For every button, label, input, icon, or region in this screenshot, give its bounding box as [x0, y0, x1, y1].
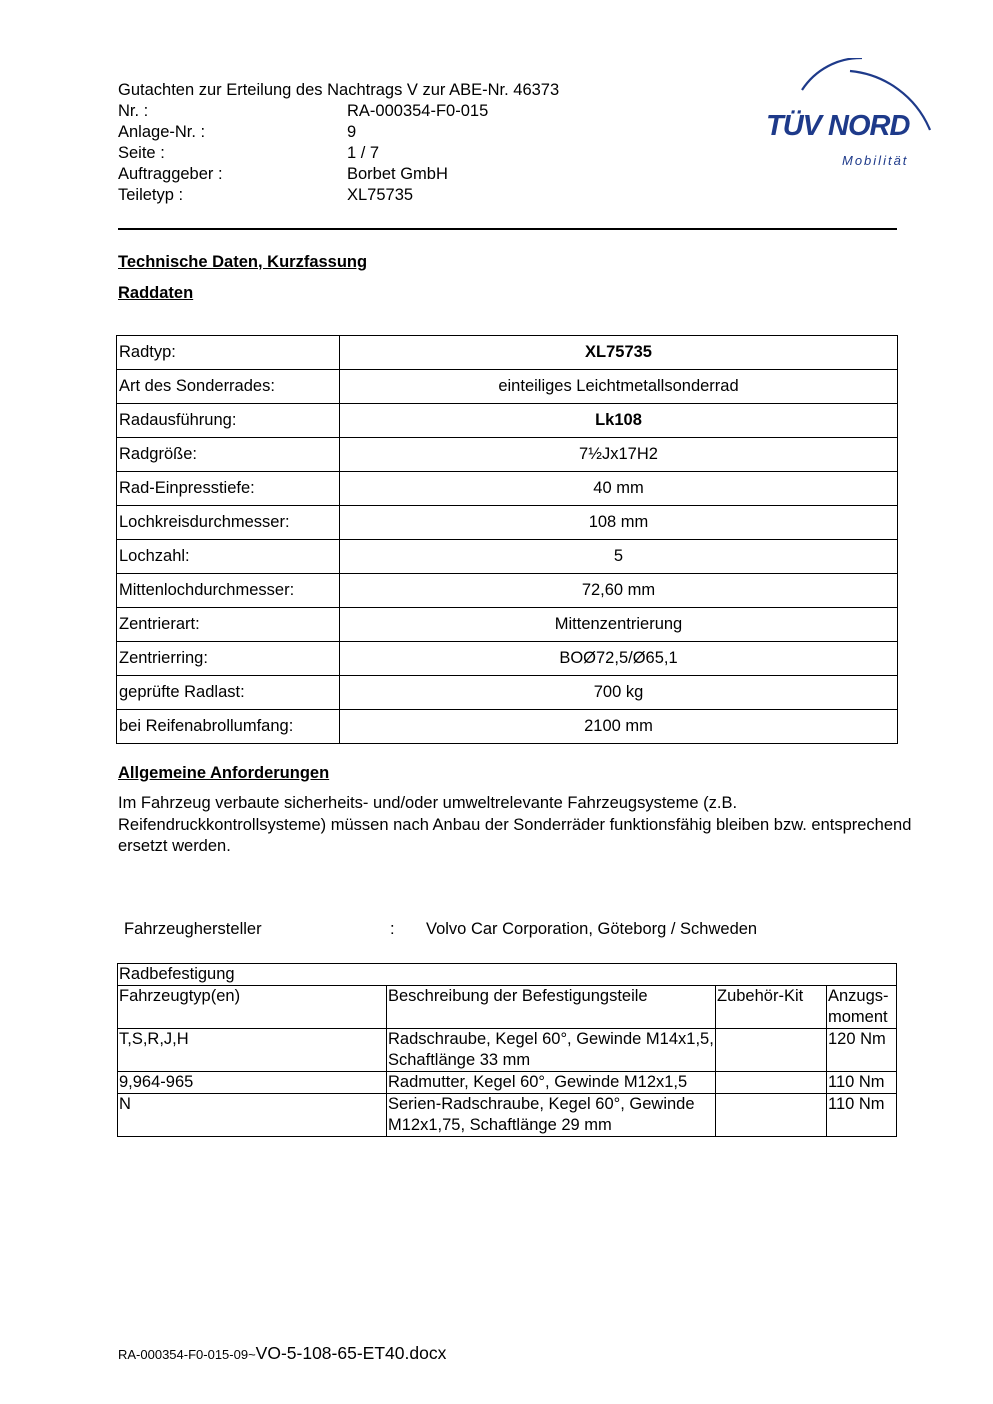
- table-row: [117, 642, 898, 676]
- table-cell: 9,964-965: [118, 1072, 387, 1094]
- table-cell: [716, 1029, 827, 1072]
- allgemein-text: Im Fahrzeug verbaute sicherheits- und/oder umweltrelevante Fahrzeugsysteme (z.B. Reifendruckkontrollsysteme) müssen nach Anbau der Sonderräder funktionsfähig bleiben bzw. entsprechend ersetzt werden.: [118, 794, 912, 855]
- table-cell-label: geprüfte Radlast:: [117, 676, 340, 710]
- table-cell-value: BOØ72,5/Ø65,1: [340, 642, 898, 676]
- table-row: [117, 472, 898, 506]
- table-cell: [716, 1072, 827, 1094]
- table-cell-value: 72,60 mm: [340, 574, 898, 608]
- header-row-anlage: Anlage-Nr. : 9: [118, 123, 357, 141]
- table-cell-value: 108 mm: [340, 506, 898, 540]
- fahrzeughersteller-line: [124, 920, 757, 939]
- table-cell: Serien-Radschraube, Kegel 60°, Gewinde M12x1,75, Schaftlänge 29 mm: [387, 1094, 716, 1137]
- hersteller-value: Volvo Car Corporation, Göteborg / Schweden: [426, 920, 758, 938]
- table-cell-value: Mittenzentrierung: [340, 608, 898, 642]
- table-row: [117, 608, 898, 642]
- table-row: [117, 506, 898, 540]
- table-cell: Radmutter, Kegel 60°, Gewinde M12x1,5: [387, 1072, 716, 1094]
- raddaten-table: [116, 335, 898, 744]
- table-row: [117, 574, 898, 608]
- table-cell-value: Lk108: [340, 404, 898, 438]
- footer-prefix: RA-000354-F0-015-09~: [118, 1347, 256, 1362]
- table-cell-label: bei Reifenabrollumfang:: [117, 710, 340, 744]
- svg-text:TÜV NORD: TÜV NORD: [766, 110, 910, 142]
- header-row-auftraggeber: Auftraggeber : Borbet GmbH: [118, 165, 448, 183]
- table-cell: N: [118, 1094, 387, 1137]
- table-cell: 110 Nm: [827, 1072, 897, 1094]
- table-row: [117, 438, 898, 472]
- table-cell: [716, 1094, 827, 1137]
- column-header: Beschreibung der Befestigungsteile: [387, 986, 716, 1029]
- column-header: Anzugs-moment: [827, 986, 897, 1029]
- table-title: Radbefestigung: [118, 964, 897, 986]
- table-cell-label: Radtyp:: [117, 336, 340, 370]
- subsection-heading: Raddaten: [118, 284, 194, 302]
- header-row-teiletyp: Teiletyp : XL75735: [118, 186, 414, 204]
- allgemein-heading: Allgemeine Anforderungen: [118, 764, 330, 782]
- table-cell-label: Rad-Einpresstiefe:: [117, 472, 340, 506]
- table-cell-value: XL75735: [340, 336, 898, 370]
- table-cell: 110 Nm: [827, 1094, 897, 1137]
- tuev-nord-logo-graphic: [762, 58, 942, 178]
- table-row: [117, 336, 898, 370]
- tuev-nord-logo: [762, 58, 942, 178]
- hersteller-separator: :: [390, 920, 395, 938]
- table-cell-value: 2100 mm: [340, 710, 898, 744]
- table-cell-value: 40 mm: [340, 472, 898, 506]
- table-cell-label: Zentrierring:: [117, 642, 340, 676]
- radbefestigung-table: [117, 963, 897, 1137]
- table-row: [117, 404, 898, 438]
- table-row: [117, 676, 898, 710]
- table-row: [118, 1072, 897, 1094]
- table-row: [118, 1094, 897, 1137]
- svg-text:Mobilität: Mobilität: [842, 153, 909, 168]
- table-cell: T,S,R,J,H: [118, 1029, 387, 1072]
- table-row: [118, 1029, 897, 1072]
- table-cell-label: Radausführung:: [117, 404, 340, 438]
- table-cell-label: Lochzahl:: [117, 540, 340, 574]
- hersteller-label: Fahrzeughersteller: [124, 920, 262, 938]
- table-cell: Radschraube, Kegel 60°, Gewinde M14x1,5, Schaftlänge 33 mm: [387, 1029, 716, 1072]
- table-row: [117, 710, 898, 744]
- table-cell-label: Mittenlochdurchmesser:: [117, 574, 340, 608]
- table-cell-value: einteiliges Leichtmetallsonderrad: [340, 370, 898, 404]
- table-cell-value: 7½Jx17H2: [340, 438, 898, 472]
- table-cell-label: Lochkreisdurchmesser:: [117, 506, 340, 540]
- column-header: Fahrzeugtyp(en): [118, 986, 387, 1029]
- header-divider: [118, 228, 897, 230]
- table-header-row: [118, 986, 897, 1029]
- table-cell-label: Zentrierart:: [117, 608, 340, 642]
- header-row-nr: Nr. : RA-000354-F0-015: [118, 102, 489, 120]
- footer-name: VO-5-108-65-ET40.docx: [255, 1343, 447, 1363]
- table-cell-value: 5: [340, 540, 898, 574]
- document-title: Gutachten zur Erteilung des Nachtrags V zur ABE-Nr. 46373: [118, 81, 560, 99]
- column-header: Zubehör-Kit: [716, 986, 827, 1029]
- table-cell: 120 Nm: [827, 1029, 897, 1072]
- table-title-row: [118, 964, 897, 986]
- table-row: [117, 370, 898, 404]
- footer-filename: [118, 1343, 446, 1364]
- table-cell-value: 700 kg: [340, 676, 898, 710]
- header-row-seite: Seite : 1 / 7: [118, 144, 380, 162]
- table-cell-label: Radgröße:: [117, 438, 340, 472]
- table-row: [117, 540, 898, 574]
- section-heading: Technische Daten, Kurzfassung: [118, 253, 368, 271]
- table-cell-label: Art des Sonderrades:: [117, 370, 340, 404]
